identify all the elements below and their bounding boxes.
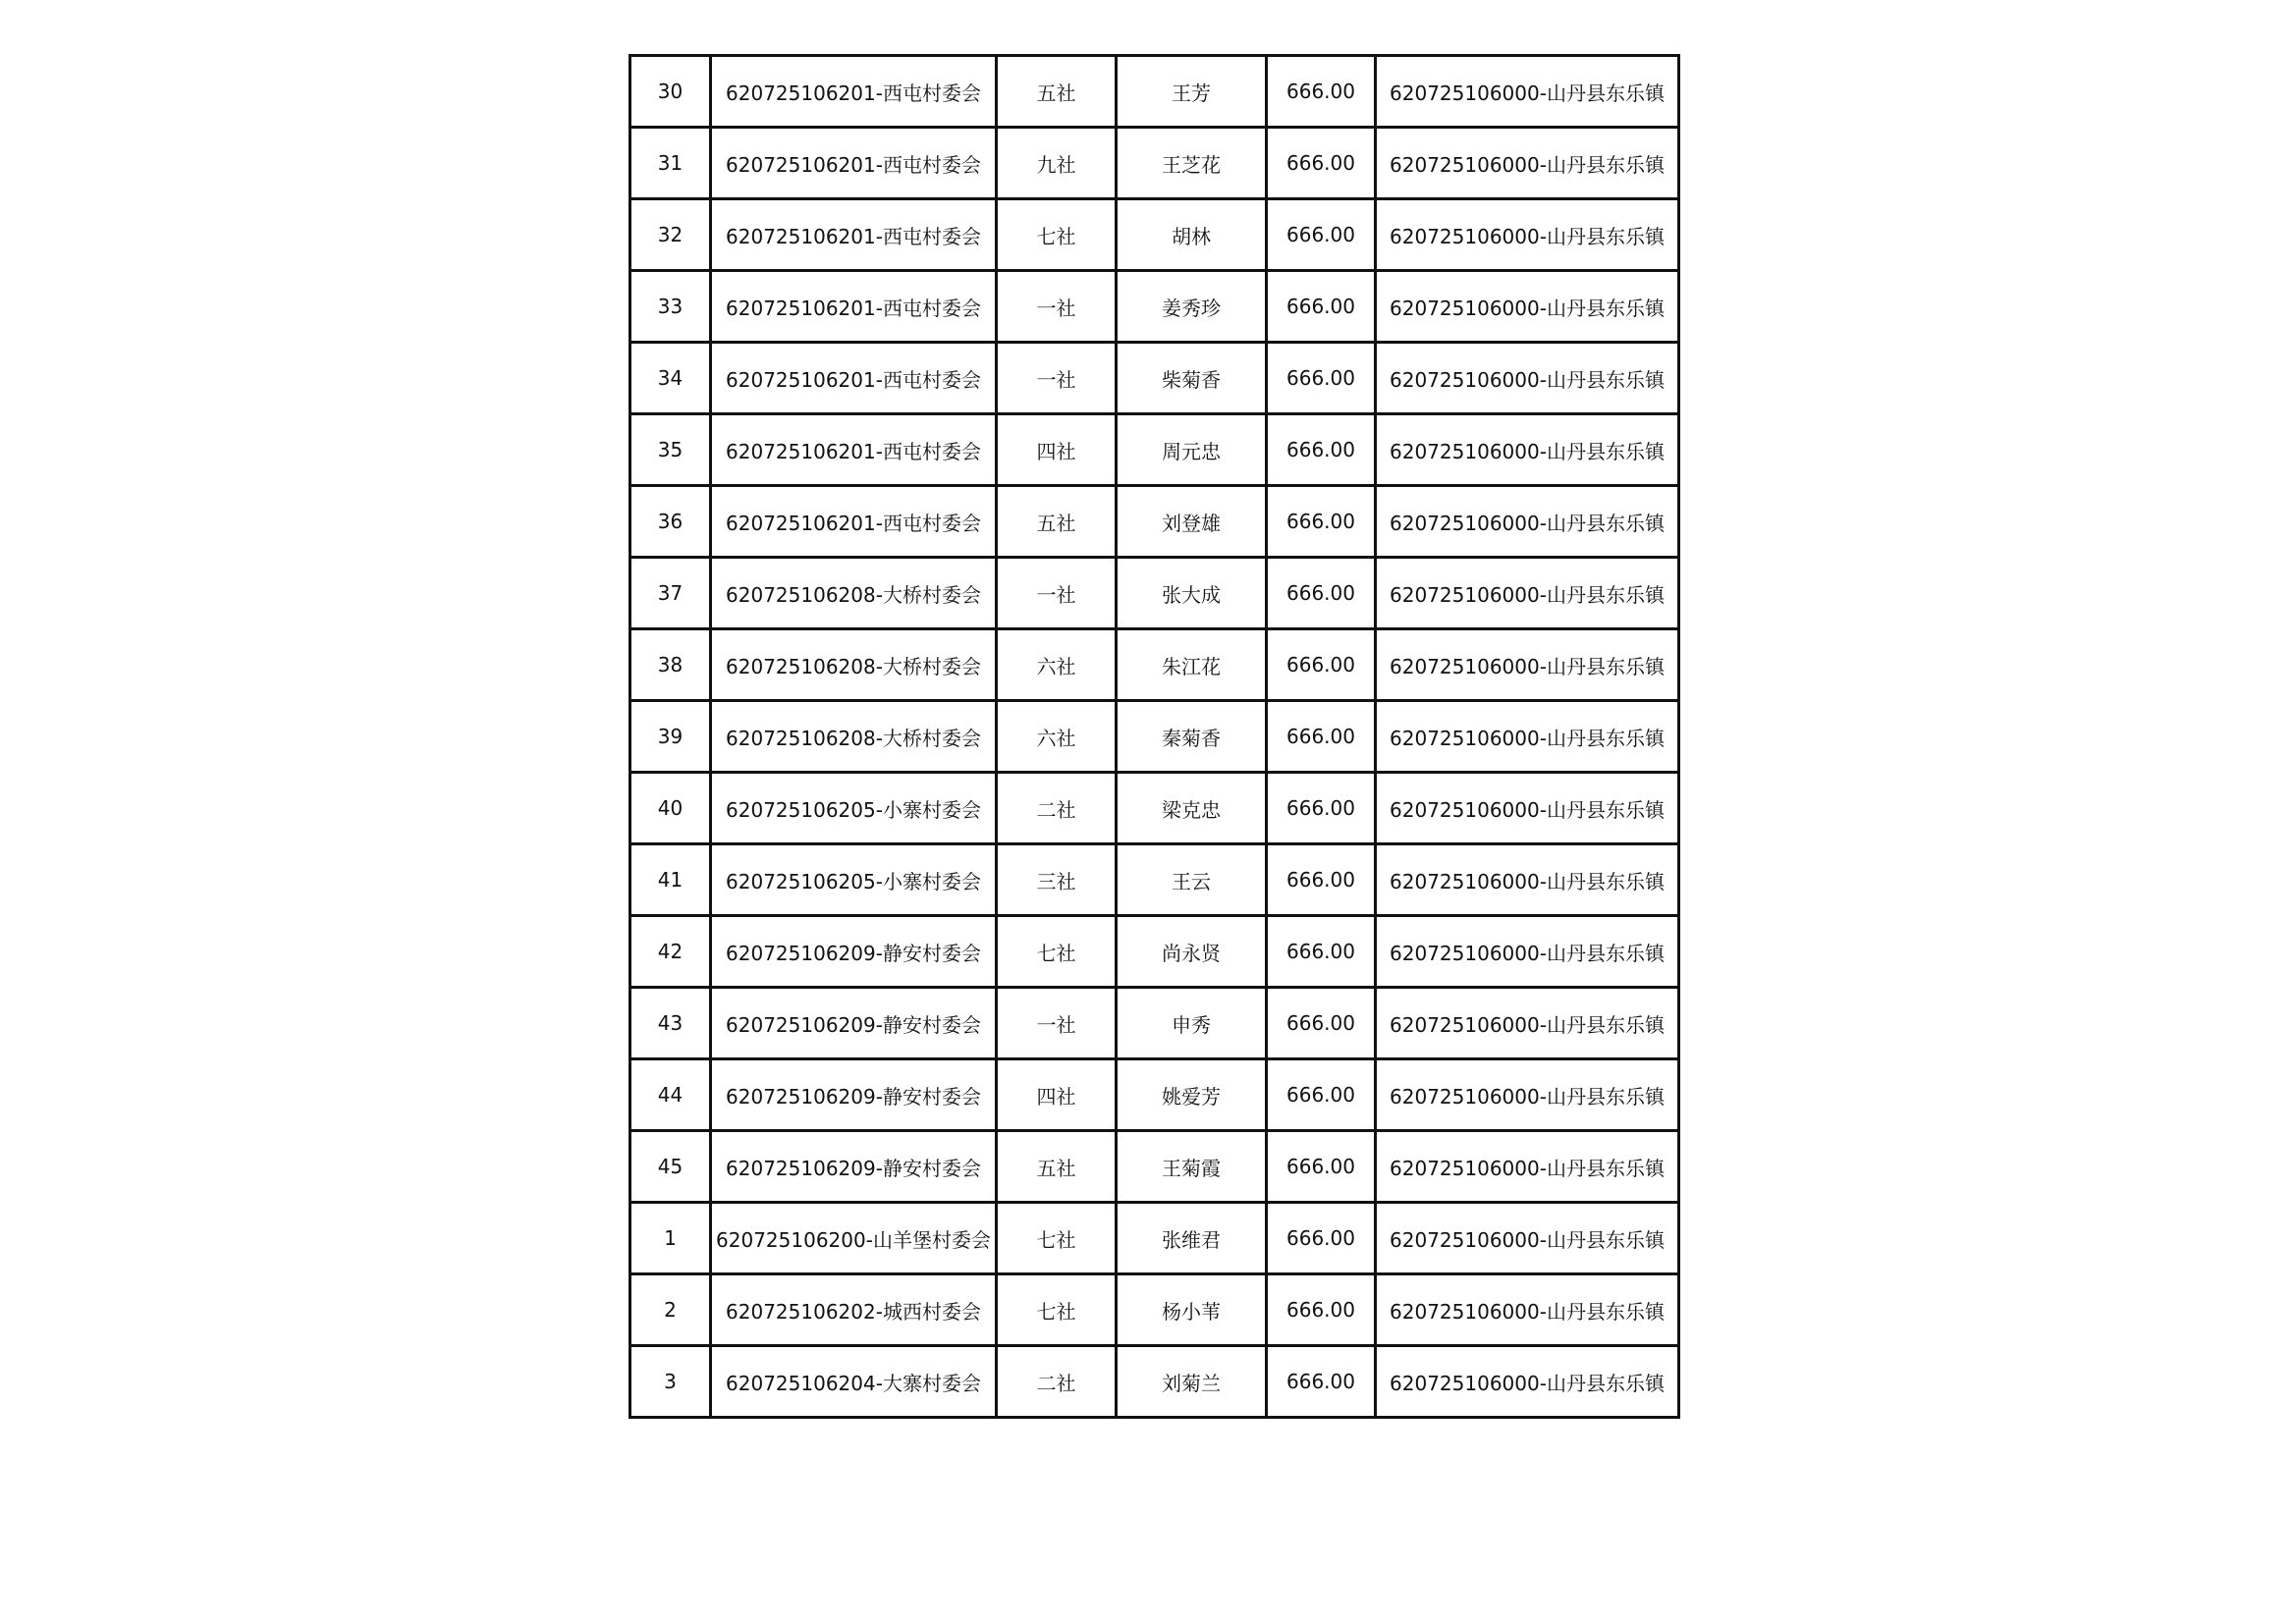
amount-cell: 666.00 — [1267, 486, 1376, 558]
row-number-cell: 39 — [630, 701, 711, 773]
group-cell: 四社 — [997, 1059, 1117, 1131]
table-row — [630, 1131, 1679, 1203]
person-name-cell: 刘登雄 — [1117, 486, 1267, 558]
village-committee-cell: 620725106205-小寨村委会 — [711, 773, 997, 844]
row-number-cell: 32 — [630, 199, 711, 271]
person-name-cell: 申秀 — [1117, 988, 1267, 1059]
group-cell: 二社 — [997, 773, 1117, 844]
village-committee-cell: 620725106202-城西村委会 — [711, 1274, 997, 1346]
town-cell: 620725106000-山丹县东乐镇 — [1376, 199, 1679, 271]
town-cell: 620725106000-山丹县东乐镇 — [1376, 1203, 1679, 1274]
group-cell: 一社 — [997, 988, 1117, 1059]
amount-cell: 666.00 — [1267, 701, 1376, 773]
village-committee-cell: 620725106201-西屯村委会 — [711, 56, 997, 128]
row-number-cell: 40 — [630, 773, 711, 844]
person-name-cell: 王芝花 — [1117, 128, 1267, 199]
table-row — [630, 844, 1679, 916]
table-row — [630, 701, 1679, 773]
town-cell: 620725106000-山丹县东乐镇 — [1376, 414, 1679, 486]
amount-cell: 666.00 — [1267, 558, 1376, 629]
village-committee-cell: 620725106201-西屯村委会 — [711, 343, 997, 414]
town-cell: 620725106000-山丹县东乐镇 — [1376, 916, 1679, 988]
group-cell: 五社 — [997, 56, 1117, 128]
village-committee-cell: 620725106200-山羊堡村委会 — [711, 1203, 997, 1274]
town-cell: 620725106000-山丹县东乐镇 — [1376, 56, 1679, 128]
table-row — [630, 1059, 1679, 1131]
town-cell: 620725106000-山丹县东乐镇 — [1376, 1346, 1679, 1418]
town-cell: 620725106000-山丹县东乐镇 — [1376, 271, 1679, 343]
amount-cell: 666.00 — [1267, 1203, 1376, 1274]
village-committee-cell: 620725106201-西屯村委会 — [711, 414, 997, 486]
table-row — [630, 486, 1679, 558]
table-row — [630, 343, 1679, 414]
person-name-cell: 尚永贤 — [1117, 916, 1267, 988]
row-number-cell: 1 — [630, 1203, 711, 1274]
table-row — [630, 1203, 1679, 1274]
amount-cell: 666.00 — [1267, 1131, 1376, 1203]
row-number-cell: 37 — [630, 558, 711, 629]
amount-cell: 666.00 — [1267, 271, 1376, 343]
person-name-cell: 秦菊香 — [1117, 701, 1267, 773]
group-cell: 四社 — [997, 414, 1117, 486]
table-row — [630, 199, 1679, 271]
village-committee-cell: 620725106209-静安村委会 — [711, 1059, 997, 1131]
table-row — [630, 271, 1679, 343]
table-row — [630, 629, 1679, 701]
town-cell: 620725106000-山丹县东乐镇 — [1376, 773, 1679, 844]
amount-cell: 666.00 — [1267, 844, 1376, 916]
amount-cell: 666.00 — [1267, 1346, 1376, 1418]
village-committee-cell: 620725106209-静安村委会 — [711, 1131, 997, 1203]
village-committee-cell: 620725106201-西屯村委会 — [711, 128, 997, 199]
amount-cell: 666.00 — [1267, 773, 1376, 844]
town-cell: 620725106000-山丹县东乐镇 — [1376, 844, 1679, 916]
group-cell: 九社 — [997, 128, 1117, 199]
town-cell: 620725106000-山丹县东乐镇 — [1376, 1131, 1679, 1203]
person-name-cell: 王云 — [1117, 844, 1267, 916]
row-number-cell: 35 — [630, 414, 711, 486]
town-cell: 620725106000-山丹县东乐镇 — [1376, 1274, 1679, 1346]
person-name-cell: 张维君 — [1117, 1203, 1267, 1274]
table-row — [630, 558, 1679, 629]
amount-cell: 666.00 — [1267, 199, 1376, 271]
amount-cell: 666.00 — [1267, 56, 1376, 128]
village-committee-cell: 620725106209-静安村委会 — [711, 988, 997, 1059]
person-name-cell: 杨小苇 — [1117, 1274, 1267, 1346]
group-cell: 一社 — [997, 271, 1117, 343]
village-committee-cell: 620725106201-西屯村委会 — [711, 271, 997, 343]
row-number-cell: 2 — [630, 1274, 711, 1346]
group-cell: 七社 — [997, 199, 1117, 271]
group-cell: 一社 — [997, 558, 1117, 629]
table-row — [630, 1274, 1679, 1346]
town-cell: 620725106000-山丹县东乐镇 — [1376, 486, 1679, 558]
village-committee-cell: 620725106208-大桥村委会 — [711, 629, 997, 701]
town-cell: 620725106000-山丹县东乐镇 — [1376, 128, 1679, 199]
town-cell: 620725106000-山丹县东乐镇 — [1376, 343, 1679, 414]
group-cell: 六社 — [997, 701, 1117, 773]
amount-cell: 666.00 — [1267, 128, 1376, 199]
amount-cell: 666.00 — [1267, 343, 1376, 414]
person-name-cell: 朱江花 — [1117, 629, 1267, 701]
village-committee-cell: 620725106208-大桥村委会 — [711, 701, 997, 773]
person-name-cell: 胡林 — [1117, 199, 1267, 271]
amount-cell: 666.00 — [1267, 414, 1376, 486]
row-number-cell: 44 — [630, 1059, 711, 1131]
person-name-cell: 王菊霞 — [1117, 1131, 1267, 1203]
table-row — [630, 773, 1679, 844]
table-row — [630, 128, 1679, 199]
village-committee-cell: 620725106201-西屯村委会 — [711, 486, 997, 558]
row-number-cell: 33 — [630, 271, 711, 343]
person-name-cell: 梁克忠 — [1117, 773, 1267, 844]
amount-cell: 666.00 — [1267, 916, 1376, 988]
group-cell: 一社 — [997, 343, 1117, 414]
group-cell: 三社 — [997, 844, 1117, 916]
row-number-cell: 31 — [630, 128, 711, 199]
town-cell: 620725106000-山丹县东乐镇 — [1376, 988, 1679, 1059]
person-name-cell: 姜秀珍 — [1117, 271, 1267, 343]
table-row — [630, 56, 1679, 128]
village-committee-cell: 620725106201-西屯村委会 — [711, 199, 997, 271]
amount-cell: 666.00 — [1267, 988, 1376, 1059]
roster-table-body — [630, 56, 1679, 1418]
village-committee-cell: 620725106208-大桥村委会 — [711, 558, 997, 629]
person-name-cell: 刘菊兰 — [1117, 1346, 1267, 1418]
group-cell: 六社 — [997, 629, 1117, 701]
row-number-cell: 34 — [630, 343, 711, 414]
roster-table — [629, 54, 1680, 1419]
person-name-cell: 姚爱芳 — [1117, 1059, 1267, 1131]
table-row — [630, 414, 1679, 486]
row-number-cell: 3 — [630, 1346, 711, 1418]
person-name-cell: 周元忠 — [1117, 414, 1267, 486]
table-row — [630, 1346, 1679, 1418]
group-cell: 五社 — [997, 1131, 1117, 1203]
row-number-cell: 30 — [630, 56, 711, 128]
row-number-cell: 43 — [630, 988, 711, 1059]
group-cell: 七社 — [997, 916, 1117, 988]
group-cell: 五社 — [997, 486, 1117, 558]
table-row — [630, 916, 1679, 988]
person-name-cell: 王芳 — [1117, 56, 1267, 128]
town-cell: 620725106000-山丹县东乐镇 — [1376, 1059, 1679, 1131]
amount-cell: 666.00 — [1267, 629, 1376, 701]
amount-cell: 666.00 — [1267, 1059, 1376, 1131]
town-cell: 620725106000-山丹县东乐镇 — [1376, 558, 1679, 629]
group-cell: 二社 — [997, 1346, 1117, 1418]
row-number-cell: 45 — [630, 1131, 711, 1203]
town-cell: 620725106000-山丹县东乐镇 — [1376, 701, 1679, 773]
row-number-cell: 42 — [630, 916, 711, 988]
village-committee-cell: 620725106205-小寨村委会 — [711, 844, 997, 916]
table-row — [630, 988, 1679, 1059]
row-number-cell: 41 — [630, 844, 711, 916]
row-number-cell: 38 — [630, 629, 711, 701]
village-committee-cell: 620725106204-大寨村委会 — [711, 1346, 997, 1418]
person-name-cell: 柴菊香 — [1117, 343, 1267, 414]
town-cell: 620725106000-山丹县东乐镇 — [1376, 629, 1679, 701]
amount-cell: 666.00 — [1267, 1274, 1376, 1346]
group-cell: 七社 — [997, 1203, 1117, 1274]
group-cell: 七社 — [997, 1274, 1117, 1346]
row-number-cell: 36 — [630, 486, 711, 558]
person-name-cell: 张大成 — [1117, 558, 1267, 629]
village-committee-cell: 620725106209-静安村委会 — [711, 916, 997, 988]
